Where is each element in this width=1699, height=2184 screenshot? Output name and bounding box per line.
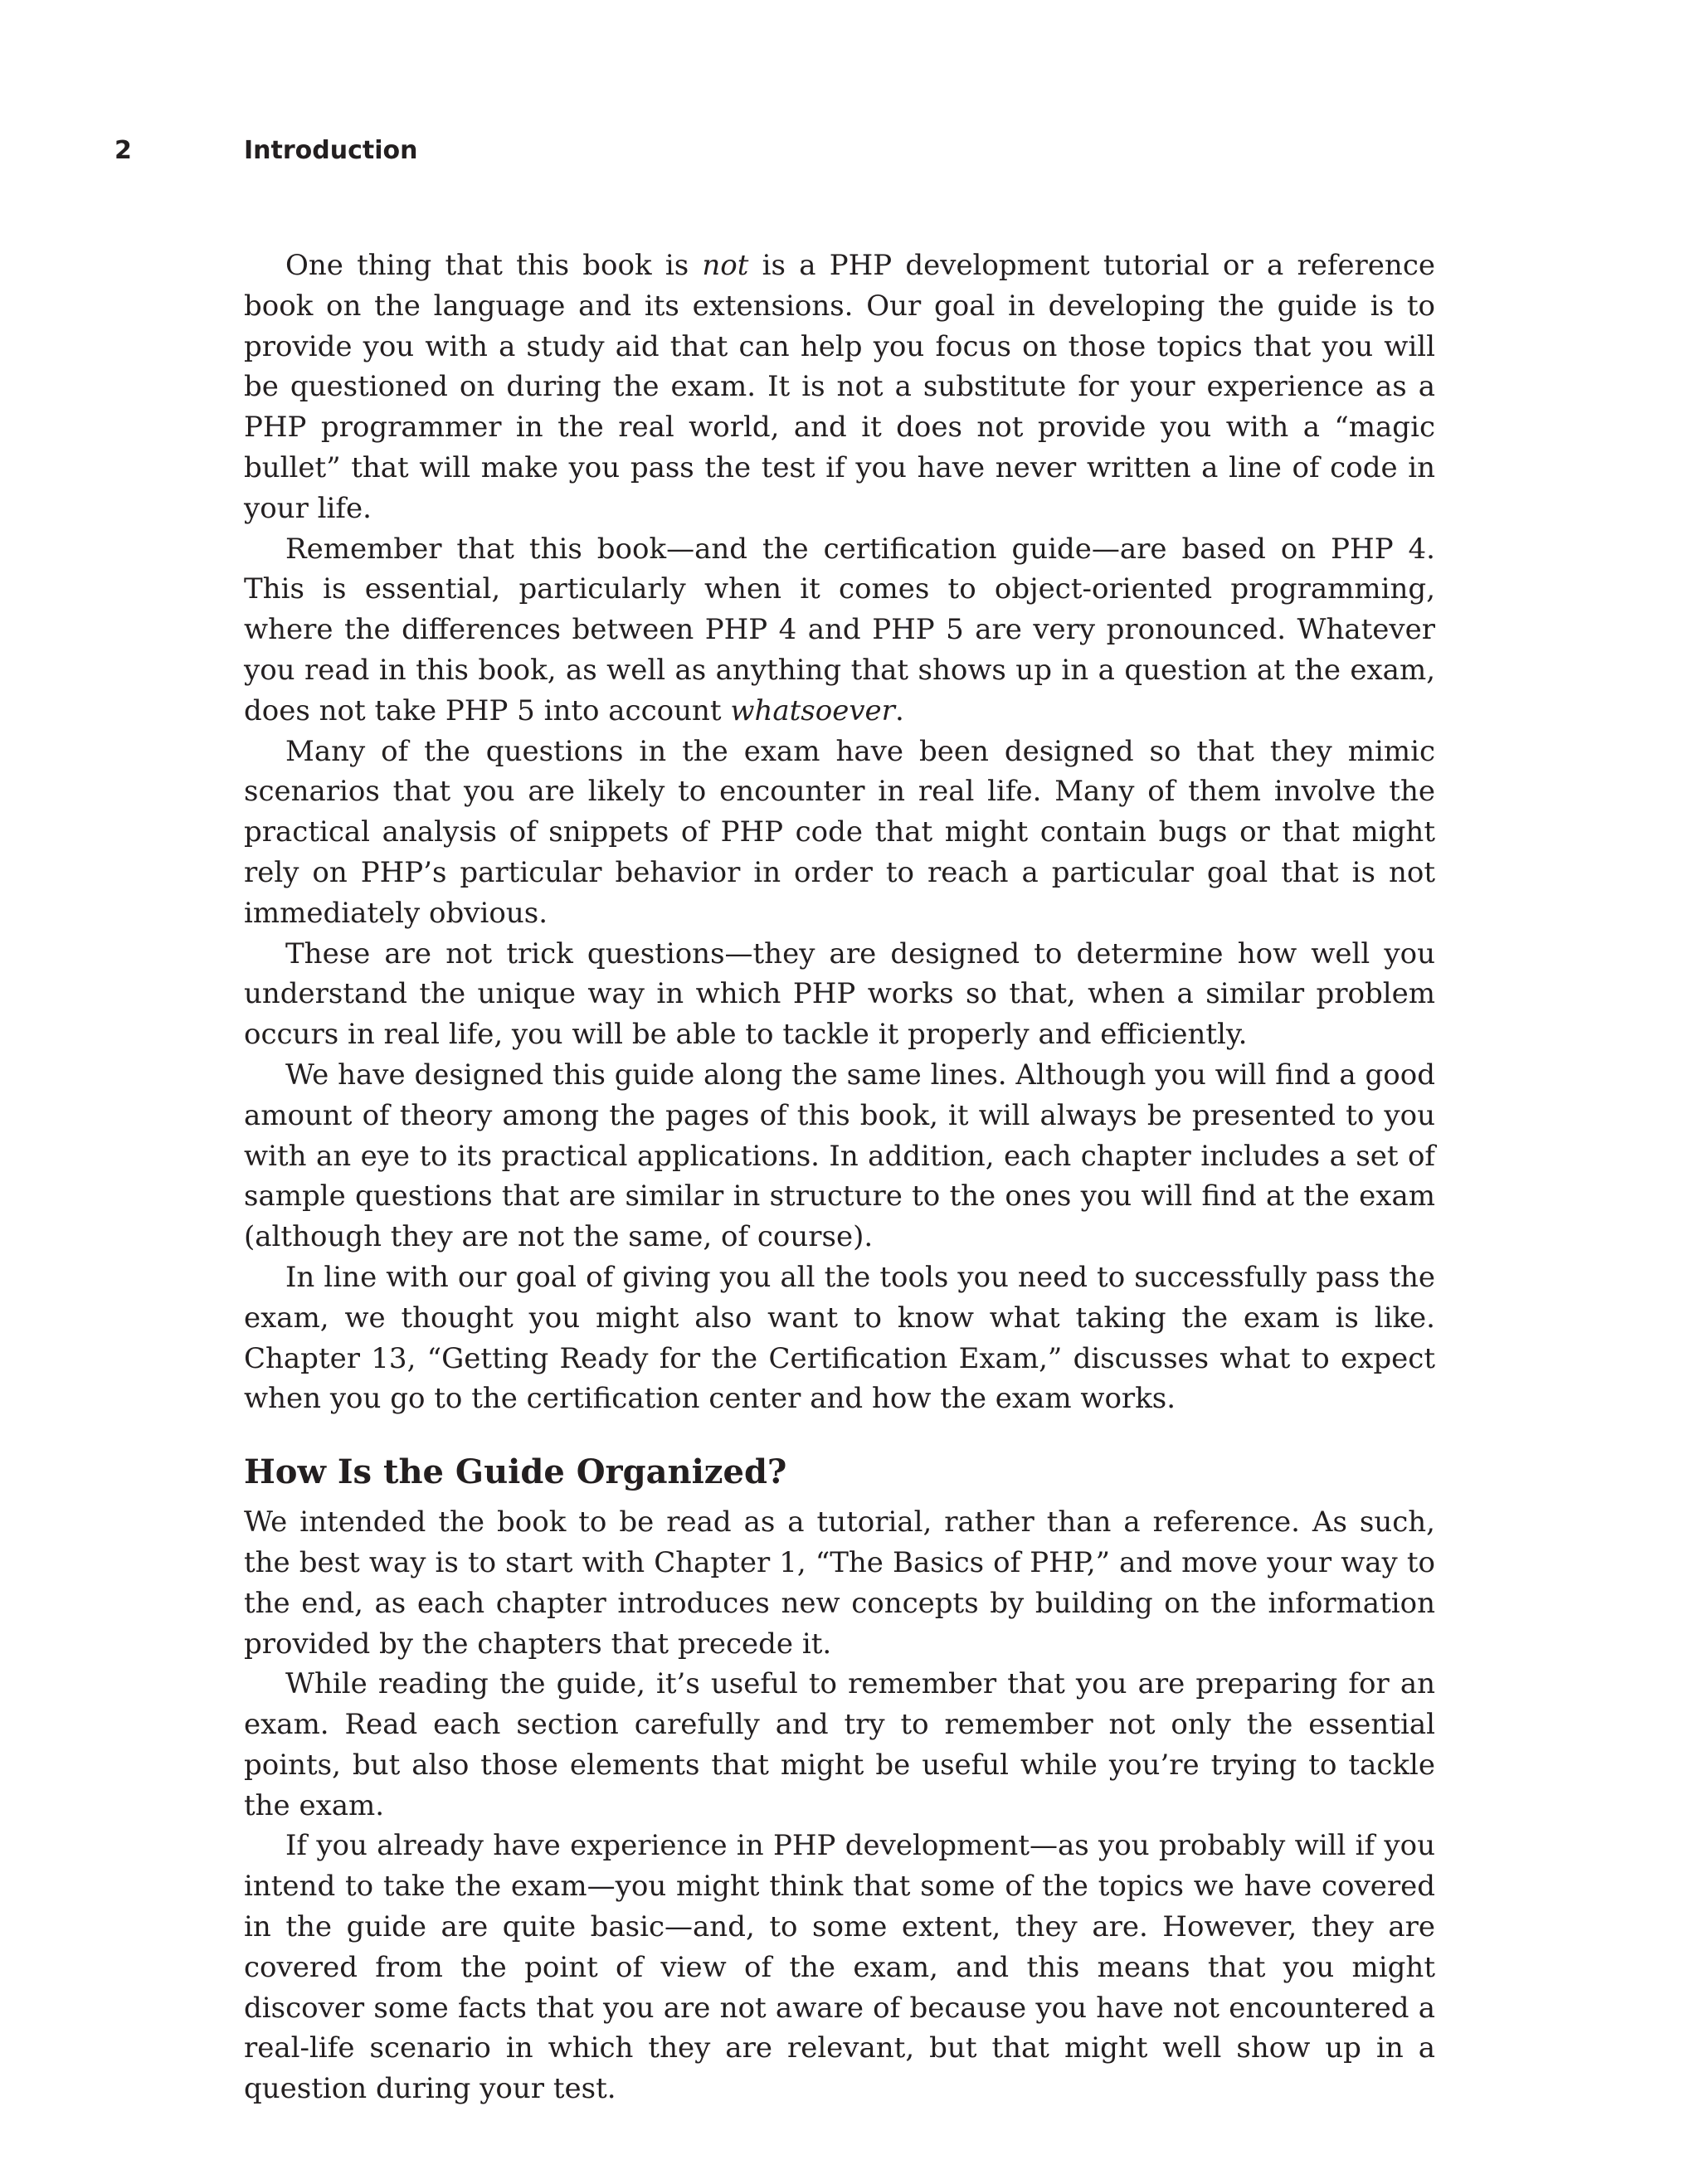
paragraph: If you already have experience in PHP development—as you probably will if you intend to take the exam—you might think that some of the topics we have covered in the guide are quite basic—and, to some extent, they are. However, they are covered from the point of view of the exam, and this means that you might discover some facts that you are not aware of because you have not encountered a real-life scenario in which they are relevant, but that might well show up in a question during your test. bbox=[244, 1829, 1435, 2106]
paragraph: In line with our goal of giving you all the tools you need to successfully pass the exam, we thought you might also want to know what taking the exam is like. Chapter 13, “Getting Ready for the Certification Exam,” discusses what to expect when you go to the certification center and how the exam works. bbox=[244, 1260, 1435, 1416]
running-head-title: Introduction bbox=[244, 136, 418, 165]
section-heading: How Is the Guide Organized? bbox=[244, 1452, 787, 1492]
emphasis-text: whatsoever bbox=[730, 693, 895, 727]
running-head bbox=[114, 134, 1442, 174]
paragraph bbox=[244, 529, 1435, 732]
paragraph bbox=[244, 246, 1435, 529]
paragraph-text: Remember that this book—and the certification guide—are based on PHP 4. This is essential, particularly when it comes to object-oriented programming, where the differences between PHP 4 and PHP 5 are very pronounced. Whatever you read in this book, as well as anything that shows up in a question at the exam, does not take PHP 5 into account bbox=[244, 532, 1435, 727]
paragraph-text: . bbox=[894, 693, 904, 727]
paragraph: Many of the questions in the exam have been designed so that they mimic scenarios that you are likely to encounter in real life. Many of them involve the practical analysis of snippets of PHP code that might contain bugs or that might rely on PHP’s particular behavior in order to reach a particular goal that is not immediately obvious. bbox=[244, 734, 1435, 930]
page-number: 2 bbox=[114, 136, 132, 165]
body-text bbox=[244, 246, 1435, 2109]
paragraph: While reading the guide, it’s useful to remember that you are preparing for an exam. Read each section carefully and try to remember not only the essential points, but also those elements that might be useful while you’re trying to tackle the exam. bbox=[244, 1667, 1435, 1822]
paragraph: We intended the book to be read as a tutorial, rather than a reference. As such, the best way is to start with Chapter 1, “The Basics of PHP,” and move your way to the end, as each chapter introduces new concepts by building on the information provided by the chapters that precede it. bbox=[244, 1505, 1435, 1661]
paragraph-text: One thing that this book is bbox=[285, 249, 703, 282]
paragraph-text: is a PHP development tutorial or a reference book on the language and its extensions. Our goal in developing the guide is to provide you with a study aid that can help you focus on those topics that you will be questioned on during the exam. It is not a substitute for your experience as a PHP programmer in the real world, and it does not provide you with a “magic bullet” that will make you pass the test if you have never written a line of code in your life. bbox=[244, 249, 1435, 525]
paragraph: We have designed this guide along the same lines. Although you will find a good amount of theory among the pages of this book, it will always be presented to you with an eye to its practical applications. In addition, each chapter includes a set of sample questions that are similar in structure to the ones you will find at the exam (although they are not the same, of course). bbox=[244, 1058, 1435, 1254]
paragraph: These are not trick questions—they are designed to determine how well you understand the unique way in which PHP works so that, when a similar problem occurs in real life, you will be able to tackle it properly and efficiently. bbox=[244, 936, 1435, 1052]
emphasis-text: not bbox=[702, 249, 749, 282]
